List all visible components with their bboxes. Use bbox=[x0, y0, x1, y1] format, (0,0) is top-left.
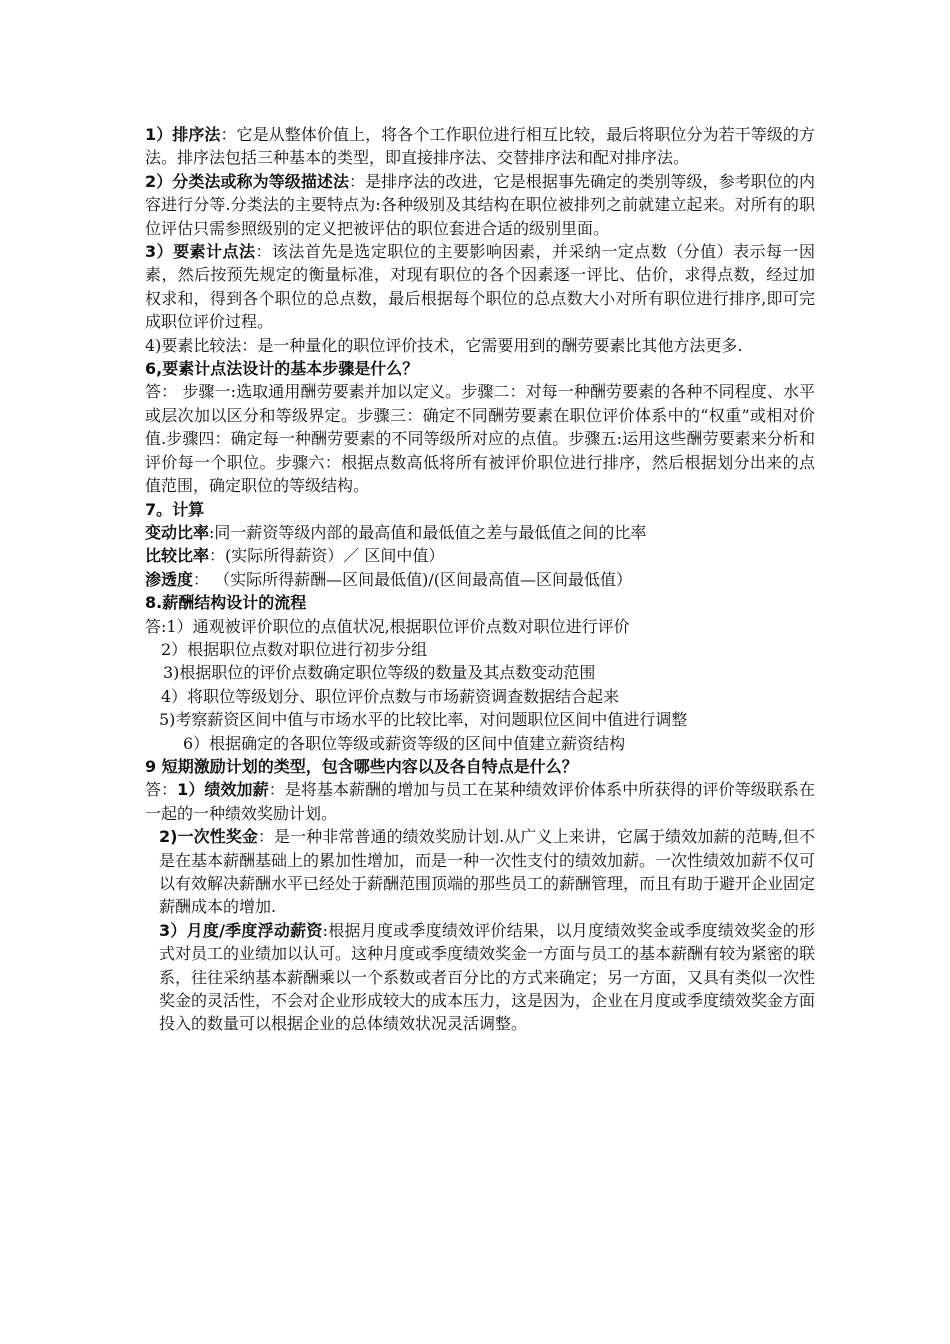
process-step: 4）将职位等级划分、职位评价点数与市场薪资调查数据结合起来 bbox=[161, 686, 620, 706]
term-label: 渗透度 bbox=[145, 569, 194, 589]
paragraph-classification-method bbox=[145, 170, 815, 240]
process-step: 答:1）通观被评价职位的点值状况,根据职位评价点数对职位进行评价 bbox=[145, 616, 630, 636]
term-label: 3）月度/季度浮动薪资 bbox=[159, 920, 323, 940]
question-7-heading: 7。计算 bbox=[145, 499, 205, 519]
calc-item bbox=[145, 544, 815, 567]
paragraph-text: ：它是从整体价值上，将各个工作职位进行相互比较，最后将职位分为若干等级的方法。排序法包括三种基本的类型，即直接排序法、交替排序法和配对排序法。 bbox=[145, 125, 815, 168]
paragraph-text: ：该法首先是选定职位的主要影响因素，并采纳一定点数（分值）表示每一因素，然后按预先规定的衡量标准，对现有职位的各个因素逐一评比、估价，求得点数，经过加权求和，得到各个职位的总点数，最后根据每个职位的总点数大小对所有职位进行排序,即可完成职位评价过程。 bbox=[145, 242, 815, 332]
paragraph-factor-comparison-method: 4)要素比较法：是一种量化的职位评价技术，它需要用到的酬劳要素比其他方法更多. bbox=[145, 335, 743, 355]
term-label: 3）要素计点法 bbox=[145, 242, 256, 262]
paragraph-ranking-method bbox=[145, 123, 815, 170]
paragraph-point-factor-method bbox=[145, 240, 815, 334]
process-step: 5)考察薪资区间中值与市场水平的比较比率，对问题职位区间中值进行调整 bbox=[159, 710, 688, 730]
term-label: 1）绩效加薪 bbox=[177, 780, 269, 800]
answer-prefix: 答： bbox=[145, 780, 178, 800]
answer-text: ：是一种非常普通的绩效奖励计划.从广义上来讲，它属于绩效加薪的范畴,但不是在基本薪酬基础上的累加性增加，而是一种一次性支付的绩效加薪。一次性绩效加薪不仅可以有效解决薪酬水平已经处于薪酬范围顶端的那些员工的薪酬管理，而且有助于避开企业固定薪酬成本的增加. bbox=[159, 827, 816, 917]
calc-item bbox=[145, 568, 815, 591]
paragraph-text: ：是排序法的改进，它是根据事先确定的类别等级，参考职位的内容进行分等.分类法的主要特点为:各种级别及其结构在职位被排列之前就建立起来。对所有的职位评估只需参照级别的定义把被评估的职位套进合适的级别里面。 bbox=[145, 171, 815, 238]
term-label: 2）分类法或称为等级描述法 bbox=[145, 171, 350, 191]
question-8-heading: 8.薪酬结构设计的流程 bbox=[145, 593, 307, 613]
question-9-heading: 9 短期激励计划的类型，包含哪些内容以及各自特点是什么？ bbox=[145, 756, 578, 776]
question-6-heading: 6,要素计点法设计的基本步骤是什么？ bbox=[145, 359, 419, 379]
process-step: 3)根据职位的评价点数确定职位等级的数量及其点数变动范围 bbox=[163, 663, 596, 683]
calc-item bbox=[145, 521, 815, 544]
answer-monthly-quarterly-pay bbox=[145, 919, 815, 1036]
calc-text: :同一薪资等级内部的最高值和最低值之差与最低值之间的比率 bbox=[209, 522, 647, 542]
process-step: 6）根据确定的各职位等级或薪资等级的区间中值建立薪资结构 bbox=[183, 733, 626, 753]
process-step: 2）根据职位点数对职位进行初步分组 bbox=[161, 639, 428, 659]
answer-lump-sum-bonus bbox=[145, 825, 815, 919]
answer-text: :根据月度或季度绩效评价结果，以月度绩效奖金或季度绩效奖金的形式对员工的业绩加以认可。这种月度或季度绩效奖金一方面与员工的基本薪酬有较为紧密的联系，往往采纳基本薪酬乘以一个系数或者百分比的方式来确定；另一方面，又具有类似一次性奖金的灵活性，不会对企业形成较大的成本压力，这是因为，企业在月度或季度绩效奖金方面投入的数量可以根据企业的总体绩效状况灵活调整。 bbox=[159, 920, 816, 1034]
term-label: 比较比率 bbox=[145, 546, 210, 566]
term-label: 1）排序法 bbox=[145, 125, 221, 144]
document-page bbox=[145, 123, 815, 1036]
answer-merit-pay bbox=[145, 778, 815, 825]
calc-text: ：(实际所得薪资）／ 区间中值） bbox=[209, 546, 445, 566]
term-label: 2)一次性奖金 bbox=[159, 827, 258, 847]
answer-text: ：是将基本薪酬的增加与员工在某种绩效评价体系中所获得的评价等级联系在一起的一种绩效奖励计划。 bbox=[145, 780, 815, 823]
question-6-answer: 答： 步骤一:选取通用酬劳要素并加以定义。步骤二：对每一种酬劳要素的各种不同程度、水平或层次加以区分和等级界定。步骤三：确定不同酬劳要素在职位评价体系中的“权重”或相对价值.步骤四：确定每一种酬劳要素的不同等级所对应的点值。步骤五:运用这些酬劳要素来分析和评价每一个职位。步骤六：根据点数高低将所有被评价职位进行排序，然后根据划分出来的点值范围，确定职位的等级结构。 bbox=[145, 382, 815, 496]
calc-text: ： （实际所得薪酬—区间最低值)/(区间最高值—区间最低值） bbox=[193, 569, 632, 589]
term-label: 变动比率 bbox=[145, 522, 210, 542]
